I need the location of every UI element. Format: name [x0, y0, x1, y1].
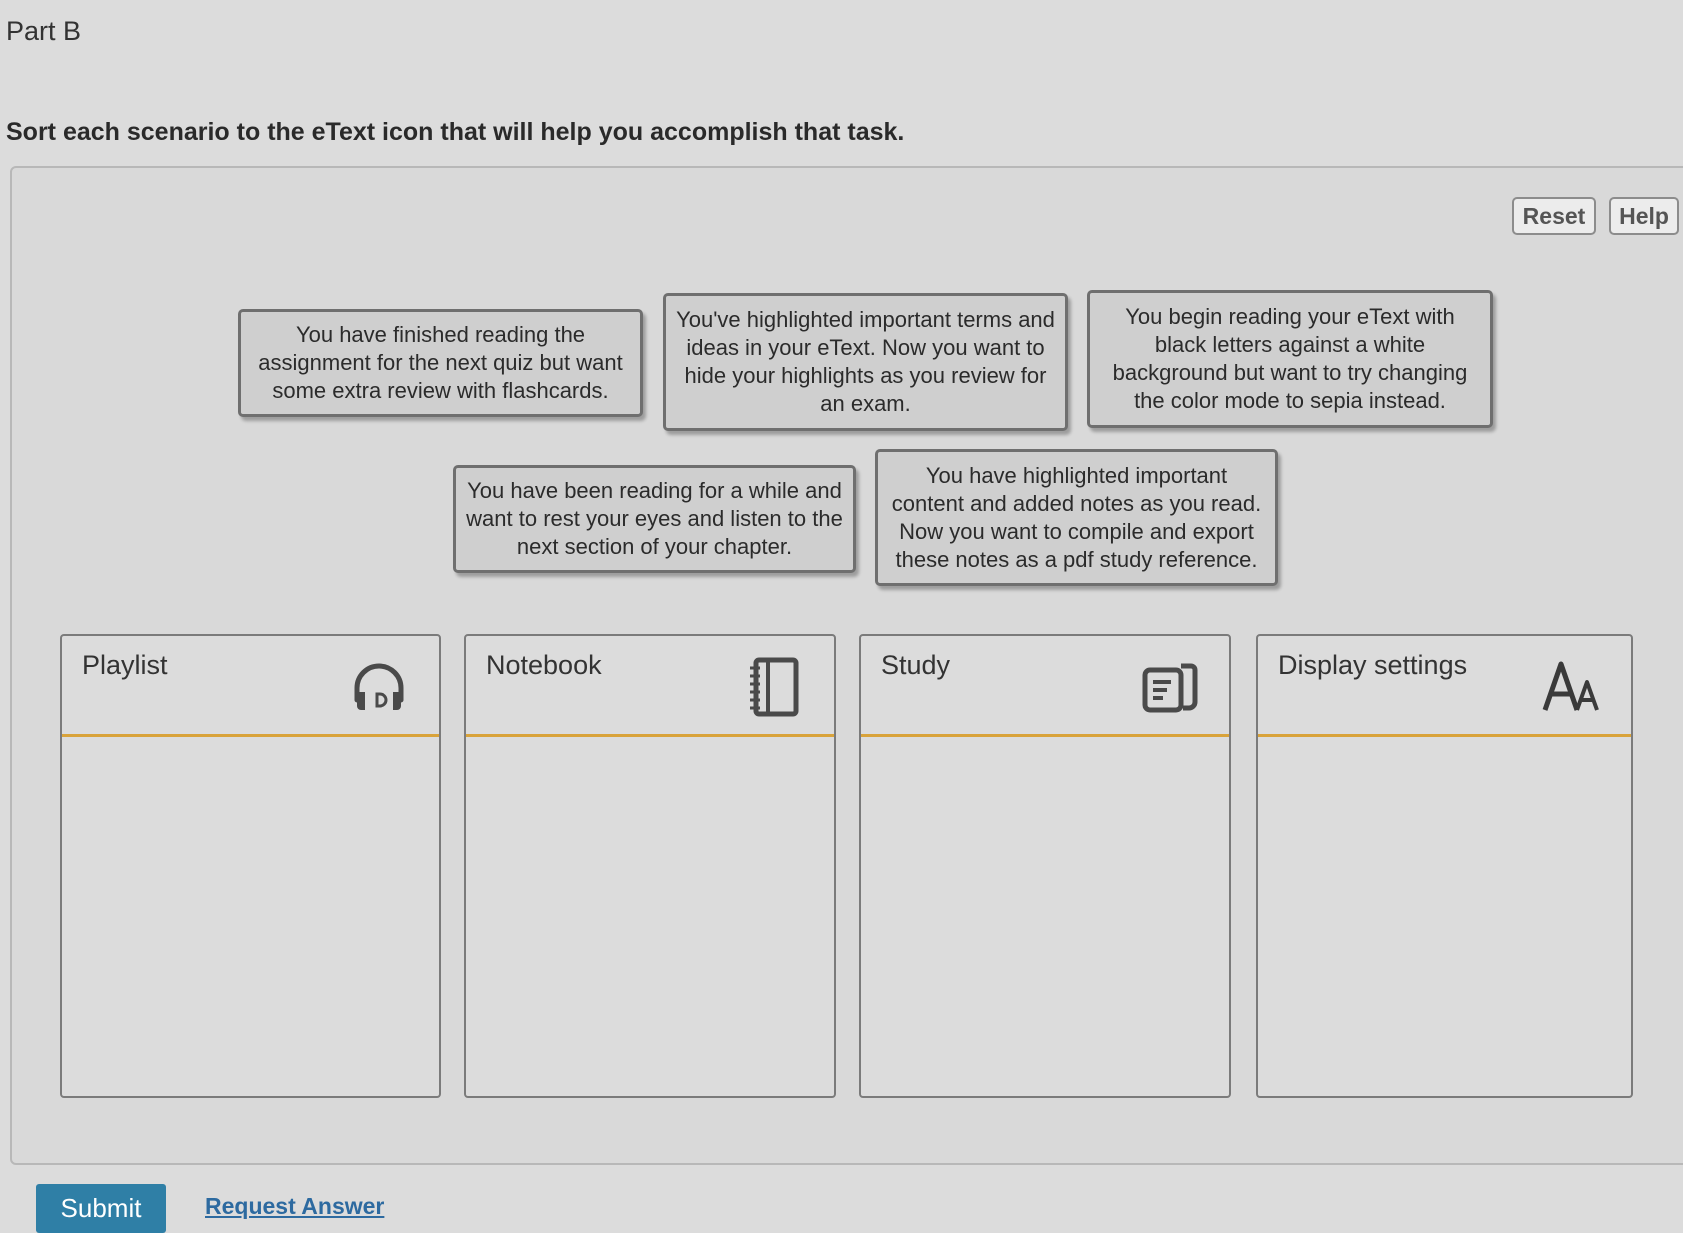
instructions-text: Sort each scenario to the eText icon that will help you accomplish that task.: [6, 118, 905, 146]
dropzone-playlist[interactable]: [60, 634, 441, 1098]
dropzone-body[interactable]: [861, 737, 1229, 1096]
dropzone-body[interactable]: [62, 737, 439, 1096]
dropzone-label: Study: [881, 650, 951, 680]
request-answer-link[interactable]: Request Answer: [205, 1193, 385, 1219]
dropzone-header: [62, 636, 439, 737]
part-title: Part B: [6, 16, 82, 46]
dropzone-label: Notebook: [486, 650, 602, 680]
submit-button[interactable]: Submit: [36, 1184, 166, 1233]
help-button[interactable]: Help: [1609, 197, 1679, 235]
reset-button[interactable]: Reset: [1512, 197, 1596, 235]
headphones-icon: [347, 654, 411, 718]
notebook-icon: [742, 654, 806, 718]
dropzone-body[interactable]: [466, 737, 834, 1096]
scenario-card-listen[interactable]: You have been reading for a while and want to rest your eyes and listen to the next section of your chapter.: [453, 465, 856, 573]
dropzone-notebook[interactable]: [464, 634, 836, 1098]
scenario-card-flashcards[interactable]: You have finished reading the assignment for the next quiz but want some extra review with flashcards.: [238, 309, 643, 417]
dropzone-header: [1258, 636, 1631, 737]
font-size-icon: [1539, 654, 1603, 718]
dropzone-body[interactable]: [1258, 737, 1631, 1096]
flashcards-icon: [1137, 654, 1201, 718]
dropzone-label: Display settings: [1278, 650, 1468, 680]
scenario-card-hide-highlights[interactable]: You've highlighted important terms and ideas in your eText. Now you want to hide your highlights as you review for an exam.: [663, 293, 1068, 431]
dropzone-study[interactable]: [859, 634, 1231, 1098]
dropzone-label: Playlist: [82, 650, 168, 680]
scenario-card-sepia[interactable]: You begin reading your eText with black letters against a white background but want to try changing the color mode to sepia instead.: [1087, 290, 1493, 428]
scenario-card-export-notes[interactable]: You have highlighted important content and added notes as you read. Now you want to compile and export these notes as a pdf study reference.: [875, 449, 1278, 586]
dropzone-header: [466, 636, 834, 737]
dropzone-header: [861, 636, 1229, 737]
dropzone-display-settings[interactable]: [1256, 634, 1633, 1098]
